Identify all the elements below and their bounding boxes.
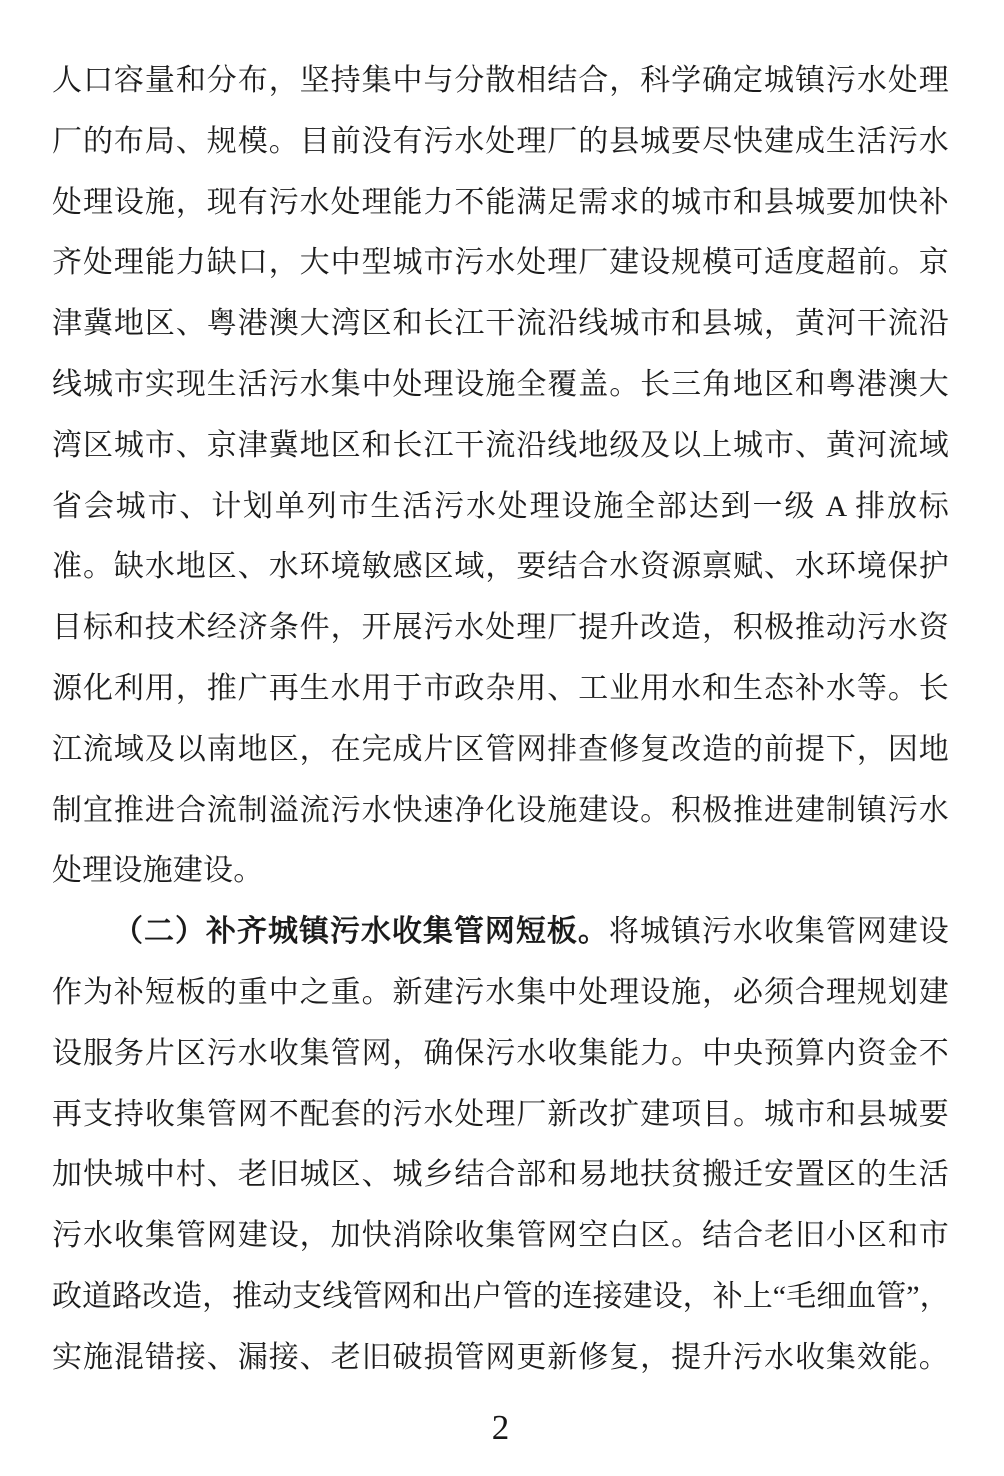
body-text-line: 制宜推进合流制溢流污水快速净化设施建设。积极推进建制镇污水 <box>52 793 949 827</box>
body-text-line: 准。缺水地区、水环境敏感区域，要结合水资源禀赋、水环境保护 <box>52 550 949 584</box>
text-column <box>52 51 949 1389</box>
body-text-line: 江流域及以南地区，在完成片区管网排查修复改造的前提下，因地 <box>52 732 949 766</box>
body-text-line: 源化利用，推广再生水用于市政杂用、工业用水和生态补水等。长 <box>52 671 949 705</box>
body-text-line: 津冀地区、粤港澳大湾区和长江干流沿线城市和县城，黄河干流沿 <box>52 307 949 341</box>
body-text-line: 处理设施，现有污水处理能力不能满足需求的城市和县城要加快补 <box>52 185 949 219</box>
body-text-line: 目标和技术经济条件，开展污水处理厂提升改造，积极推动污水资 <box>52 611 949 645</box>
body-text-line: 人口容量和分布，坚持集中与分散相结合，科学确定城镇污水处理 <box>52 64 949 97</box>
body-text-line: 湾区城市、京津冀地区和长江干流沿线地级及以上城市、黄河流域 <box>52 428 949 462</box>
body-text-line: 实施混错接、漏接、老旧破损管网更新修复，提升污水收集效能。 <box>52 1340 949 1374</box>
body-text-line: 污水收集管网建设，加快消除收集管网空白区。结合老旧小区和市 <box>52 1219 949 1253</box>
section-heading-line <box>52 902 949 963</box>
body-text-line: 政道路改造，推动支线管网和出户管的连接建设，补上“毛细血管”， <box>52 1279 949 1313</box>
body-text-run: 将城镇污水收集管网建设 <box>608 915 949 949</box>
body-text-line: 省会城市、计划单列市生活污水处理设施全部达到一级 A 排放标 <box>52 489 949 523</box>
section-heading: （二）补齐城镇污水收集管网短板。 <box>113 915 609 949</box>
body-text-line: 齐处理能力缺口，大中型城市污水处理厂建设规模可适度超前。京 <box>52 246 949 280</box>
body-text-line: 处理设施建设。 <box>52 854 264 888</box>
body-text-line: 加快城中村、老旧城区、城乡结合部和易地扶贫搬迁安置区的生活 <box>52 1158 949 1192</box>
body-text-line: 设服务片区污水收集管网，确保污水收集能力。中央预算内资金不 <box>52 1036 949 1070</box>
page-footer <box>52 1408 949 1448</box>
body-text-line: 作为补短板的重中之重。新建污水集中处理设施，必须合理规划建 <box>52 975 949 1009</box>
body-text-line: 线城市实现生活污水集中处理设施全覆盖。长三角地区和粤港澳大 <box>52 367 949 401</box>
body-text-line: 厂的布局、规模。目前没有污水处理厂的县城要尽快建成生活污水 <box>52 124 949 158</box>
page-number: 2 <box>491 1407 510 1447</box>
body-text-line: 再支持收集管网不配套的污水处理厂新改扩建项目。城市和县城要 <box>52 1097 949 1131</box>
